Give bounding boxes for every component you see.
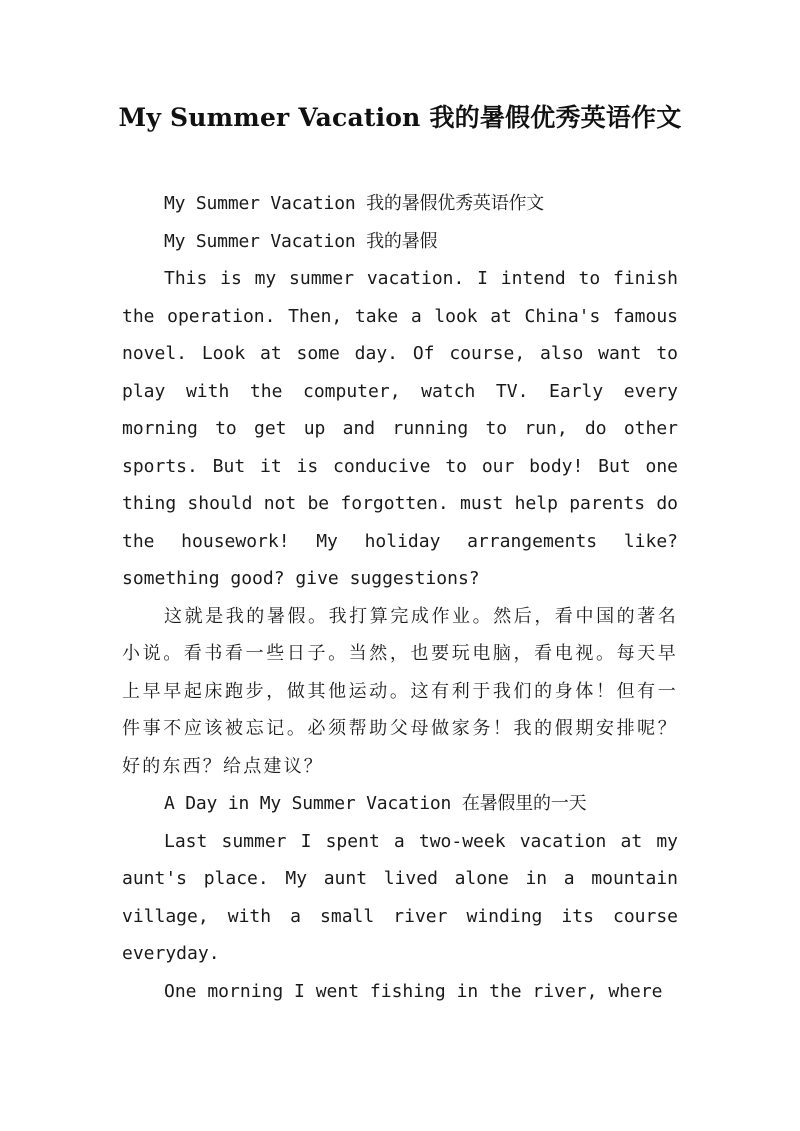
paragraph-heading-vacation: My Summer Vacation 我的暑假 (164, 230, 438, 252)
document-body (122, 185, 678, 1010)
paragraph-heading-essay: My Summer Vacation 我的暑假优秀英语作文 (164, 193, 545, 214)
paragraph-chinese-translation: 这就是我的暑假。我打算完成作业。然后，看中国的著名小说。看书看一些日子。当然，也要玩电脑，看电视。每天早上早早起床跑步，做其他运动。这有利于我们的身体！但有一件事不应该被忘记。必须帮助父母做家务！我的假期安排呢？好的东西？给点建议？ (122, 605, 678, 777)
document-title: My Summer Vacation 我的暑假优秀英语作文 (118, 103, 682, 132)
paragraph-english-intro: This is my summer vacation. I intend to finish the operation. Then, take a look at China's famous novel. Look at some day. Of course, also want to play with the computer, watch TV. Early every morning to get up and running to run, do other sports. But it is conducive to our body! But one thing should not be forgotten. must help parents do the housework! My holiday arrangements like? something good? give suggestions? (122, 268, 678, 589)
paragraph-heading-day: A Day in My Summer Vacation 在暑假里的一天 (164, 793, 587, 814)
paragraph-one-morning: One morning I went fishing in the river, where (164, 980, 663, 1002)
paragraph-last-summer: Last summer I spent a two-week vacation at my aunt's place. My aunt lived alone in a mountain village, with a small river winding its course everyday. (122, 830, 678, 964)
